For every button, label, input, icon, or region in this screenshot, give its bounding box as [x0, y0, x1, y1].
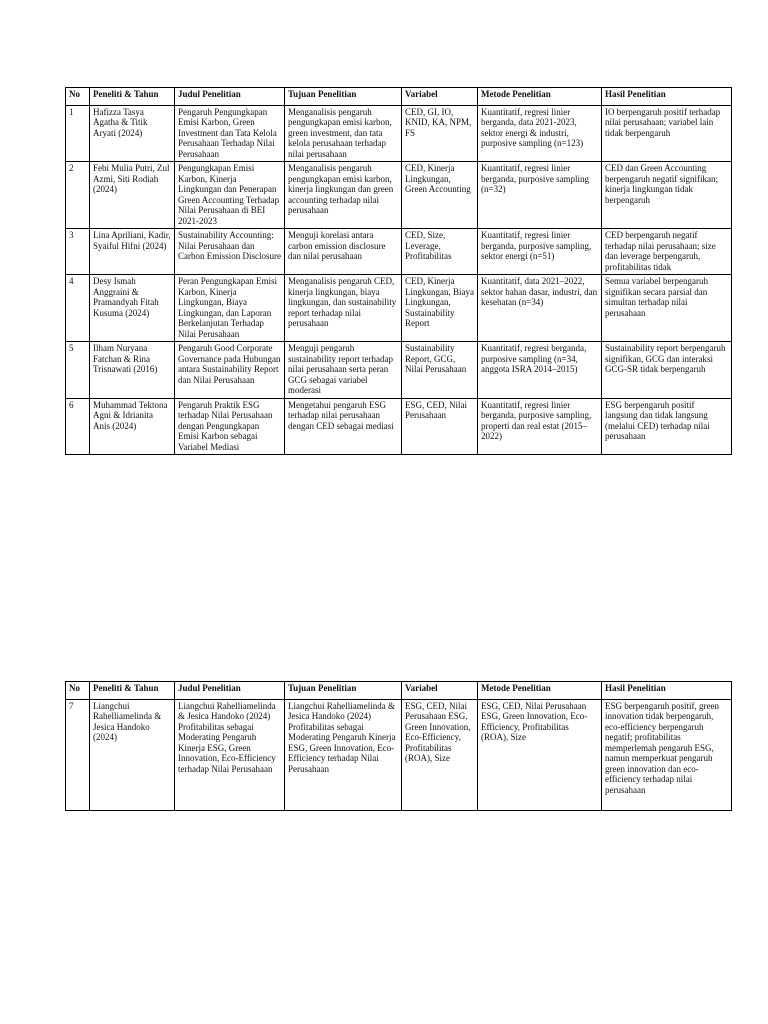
- header-variabel: Variabel: [402, 682, 478, 700]
- cell-variabel: ESG, CED, Nilai Perusahaan: [402, 398, 478, 455]
- cell-hasil: CED dan Green Accounting berpengaruh negatif signifikan; kinerja lingkungan tidak berpengaruh: [602, 162, 732, 229]
- cell-peneliti: Liangchui Rahelliamelinda & Jesica Handoko (2024): [90, 699, 175, 810]
- table-row: [66, 342, 732, 399]
- table-row: [66, 699, 732, 810]
- header-hasil: Hasil Penelitian: [602, 682, 732, 700]
- header-no: No: [66, 682, 90, 700]
- cell-hasil: Semua variabel berpengaruh signifikan secara parsial dan simultan terhadap nilai perusahaan: [602, 275, 732, 342]
- cell-peneliti: Lina Apriliani, Kadir, Syaiful Hifni (2024): [90, 229, 175, 275]
- cell-hasil: IO berpengaruh positif terhadap nilai perusahaan; variabel lain tidak berpengaruh: [602, 105, 732, 162]
- literature-table-2: [65, 681, 732, 811]
- cell-metode: Kuantitatif, regresi linier berganda, purposive sampling, sektor energi (n=51): [478, 229, 602, 275]
- cell-no: 7: [66, 699, 90, 810]
- cell-metode: Kuantitatif, regresi berganda, purposive sampling (n=34, anggota ISRA 2014–2015): [478, 342, 602, 399]
- cell-no: 1: [66, 105, 90, 162]
- table-row: [66, 275, 732, 342]
- cell-peneliti: Ilham Nuryana Fatchan & Rina Trisnawati (2016): [90, 342, 175, 399]
- cell-variabel: Sustainability Report, GCG, Nilai Perusahaan: [402, 342, 478, 399]
- table-row: [66, 105, 732, 162]
- cell-judul: Pengaruh Good Corporate Governance pada Hubungan antara Sustainability Report dan Nilai Perusahaan: [175, 342, 285, 399]
- header-peneliti: Peneliti & Tahun: [90, 682, 175, 700]
- cell-peneliti: Desy Ismah Anggraini & Pramandyah Fitah Kusuma (2024): [90, 275, 175, 342]
- cell-hasil: ESG berpengaruh positif, green innovation tidak berpengaruh, eco-efficiency berpengaruh negatif; profitabilitas memperlemah pengaruh ESG, namun memperkuat pengaruh green innovation dan eco-efficiency terhadap nilai perusahaan: [602, 699, 732, 810]
- header-no: No: [66, 88, 90, 106]
- cell-no: 3: [66, 229, 90, 275]
- cell-tujuan: Menganalisis pengaruh pengungkapan emisi karbon, green investment, dan tata kelola perusahaan terhadap nilai perusahaan: [285, 105, 402, 162]
- table-header-row: [66, 682, 732, 700]
- header-hasil: Hasil Penelitian: [602, 88, 732, 106]
- header-variabel: Variabel: [402, 88, 478, 106]
- cell-metode: Kuantitatif, data 2021–2022, sektor bahan dasar, industri, dan kesehatan (n=34): [478, 275, 602, 342]
- cell-tujuan: Liangchui Rahelliamelinda & Jesica Handoko (2024) Profitabilitas sebagai Moderating Pengaruh Kinerja ESG, Green Innovation, Eco-Efficiency terhadap Nilai Perusahaan: [285, 699, 402, 810]
- cell-variabel: CED, Size, Leverage, Profitabilitas: [402, 229, 478, 275]
- header-tujuan: Tujuan Penelitian: [285, 88, 402, 106]
- cell-peneliti: Hafizza Tasya Agatha & Titik Aryati (2024): [90, 105, 175, 162]
- cell-tujuan: Menganalisis pengaruh pengungkapan emisi karbon, kinerja lingkungan dan green accounting terhadap nilai perusahaan: [285, 162, 402, 229]
- table-row: [66, 229, 732, 275]
- cell-tujuan: Menguji pengaruh sustainability report terhadap nilai perusahaan serta peran GCG sebagai variabel moderasi: [285, 342, 402, 399]
- cell-tujuan: Menganalisis pengaruh CED, kinerja lingkungan, biaya lingkungan, dan sustainability report terhadap nilai perusahaan: [285, 275, 402, 342]
- cell-metode: Kuantitatif, regresi linier berganda, data 2021-2023, sektor energi & industri, purposive sampling (n=123): [478, 105, 602, 162]
- cell-no: 6: [66, 398, 90, 455]
- cell-metode: Kuantitatif, regresi linier berganda, purposive sampling (n=32): [478, 162, 602, 229]
- table-header-row: [66, 88, 732, 106]
- cell-judul: Pengaruh Pengungkapan Emisi Karbon, Green Investment dan Tata Kelola Perusahaan Terhadap Nilai Perusahaan: [175, 105, 285, 162]
- cell-variabel: ESG, CED, Nilai Perusahaan ESG, Green Innovation, Eco-Efficiency, Profitabilitas (ROA), Size: [402, 699, 478, 810]
- cell-peneliti: Febi Mulia Putri, Zul Azmi, Siti Rodiah (2024): [90, 162, 175, 229]
- cell-judul: Liangchui Rahelliamelinda & Jesica Handoko (2024) Profitabilitas sebagai Moderating Pengaruh Kinerja ESG, Green Innovation, Eco-Efficiency terhadap Nilai Perusahaan: [175, 699, 285, 810]
- table-row: [66, 398, 732, 455]
- cell-peneliti: Muhammad Tektona Agni & Idrianita Anis (2024): [90, 398, 175, 455]
- cell-judul: Sustainability Accounting: Nilai Perusahaan dan Carbon Emission Disclosure: [175, 229, 285, 275]
- header-metode: Metode Penelitian: [478, 682, 602, 700]
- cell-variabel: CED, GI, IO, KNID, KA, NPM, FS: [402, 105, 478, 162]
- cell-variabel: CED, Kinerja Lingkungan, Biaya Lingkungan, Sustainability Report: [402, 275, 478, 342]
- cell-no: 2: [66, 162, 90, 229]
- cell-tujuan: Menguji korelasi antara carbon emission disclosure dan nilai perusahaan: [285, 229, 402, 275]
- header-judul: Judul Penelitian: [175, 88, 285, 106]
- cell-metode-line: ESG, Green Innovation, Eco-Efficiency, Profitabilitas (ROA), Size: [481, 711, 588, 742]
- cell-metode-line: ESG, CED, Nilai Perusahaan: [481, 700, 587, 711]
- cell-variabel: CED, Kinerja Lingkungan, Green Accounting: [402, 162, 478, 229]
- cell-tujuan: Mengetahui pengaruh ESG terhadap nilai perusahaan dengan CED sebagai mediasi: [285, 398, 402, 455]
- literature-table-1: [65, 87, 732, 455]
- header-peneliti: Peneliti & Tahun: [90, 88, 175, 106]
- cell-hasil: CED berpengaruh negatif terhadap nilai perusahaan; size dan leverage berpengaruh, profitabilitas tidak: [602, 229, 732, 275]
- cell-metode: Kuantitatif, regresi linier berganda, purposive sampling, properti dan real estat (2015–2022): [478, 398, 602, 455]
- table-row: [66, 162, 732, 229]
- cell-judul: Pengaruh Praktik ESG terhadap Nilai Perusahaan dengan Pengungkapan Emisi Karbon sebagai Variabel Mediasi: [175, 398, 285, 455]
- header-tujuan: Tujuan Penelitian: [285, 682, 402, 700]
- header-metode: Metode Penelitian: [478, 88, 602, 106]
- cell-judul: Peran Pengungkapan Emisi Karbon, Kinerja Lingkungan, Biaya Lingkungan, dan Laporan Berkelanjutan Terhadap Nilai Perusahaan: [175, 275, 285, 342]
- cell-metode: [478, 699, 602, 810]
- cell-hasil: Sustainability report berpengaruh signifikan, GCG dan interaksi GCG-SR tidak berpengaruh: [602, 342, 732, 399]
- cell-no: 4: [66, 275, 90, 342]
- cell-no: 5: [66, 342, 90, 399]
- cell-judul: Pengungkapan Emisi Karbon, Kinerja Lingkungan dan Penerapan Green Accounting Terhadap Nilai Perusahaan di BEI 2021-2023: [175, 162, 285, 229]
- cell-hasil: ESG berpengaruh positif langsung dan tidak langsung (melalui CED) terhadap nilai perusahaan: [602, 398, 732, 455]
- header-judul: Judul Penelitian: [175, 682, 285, 700]
